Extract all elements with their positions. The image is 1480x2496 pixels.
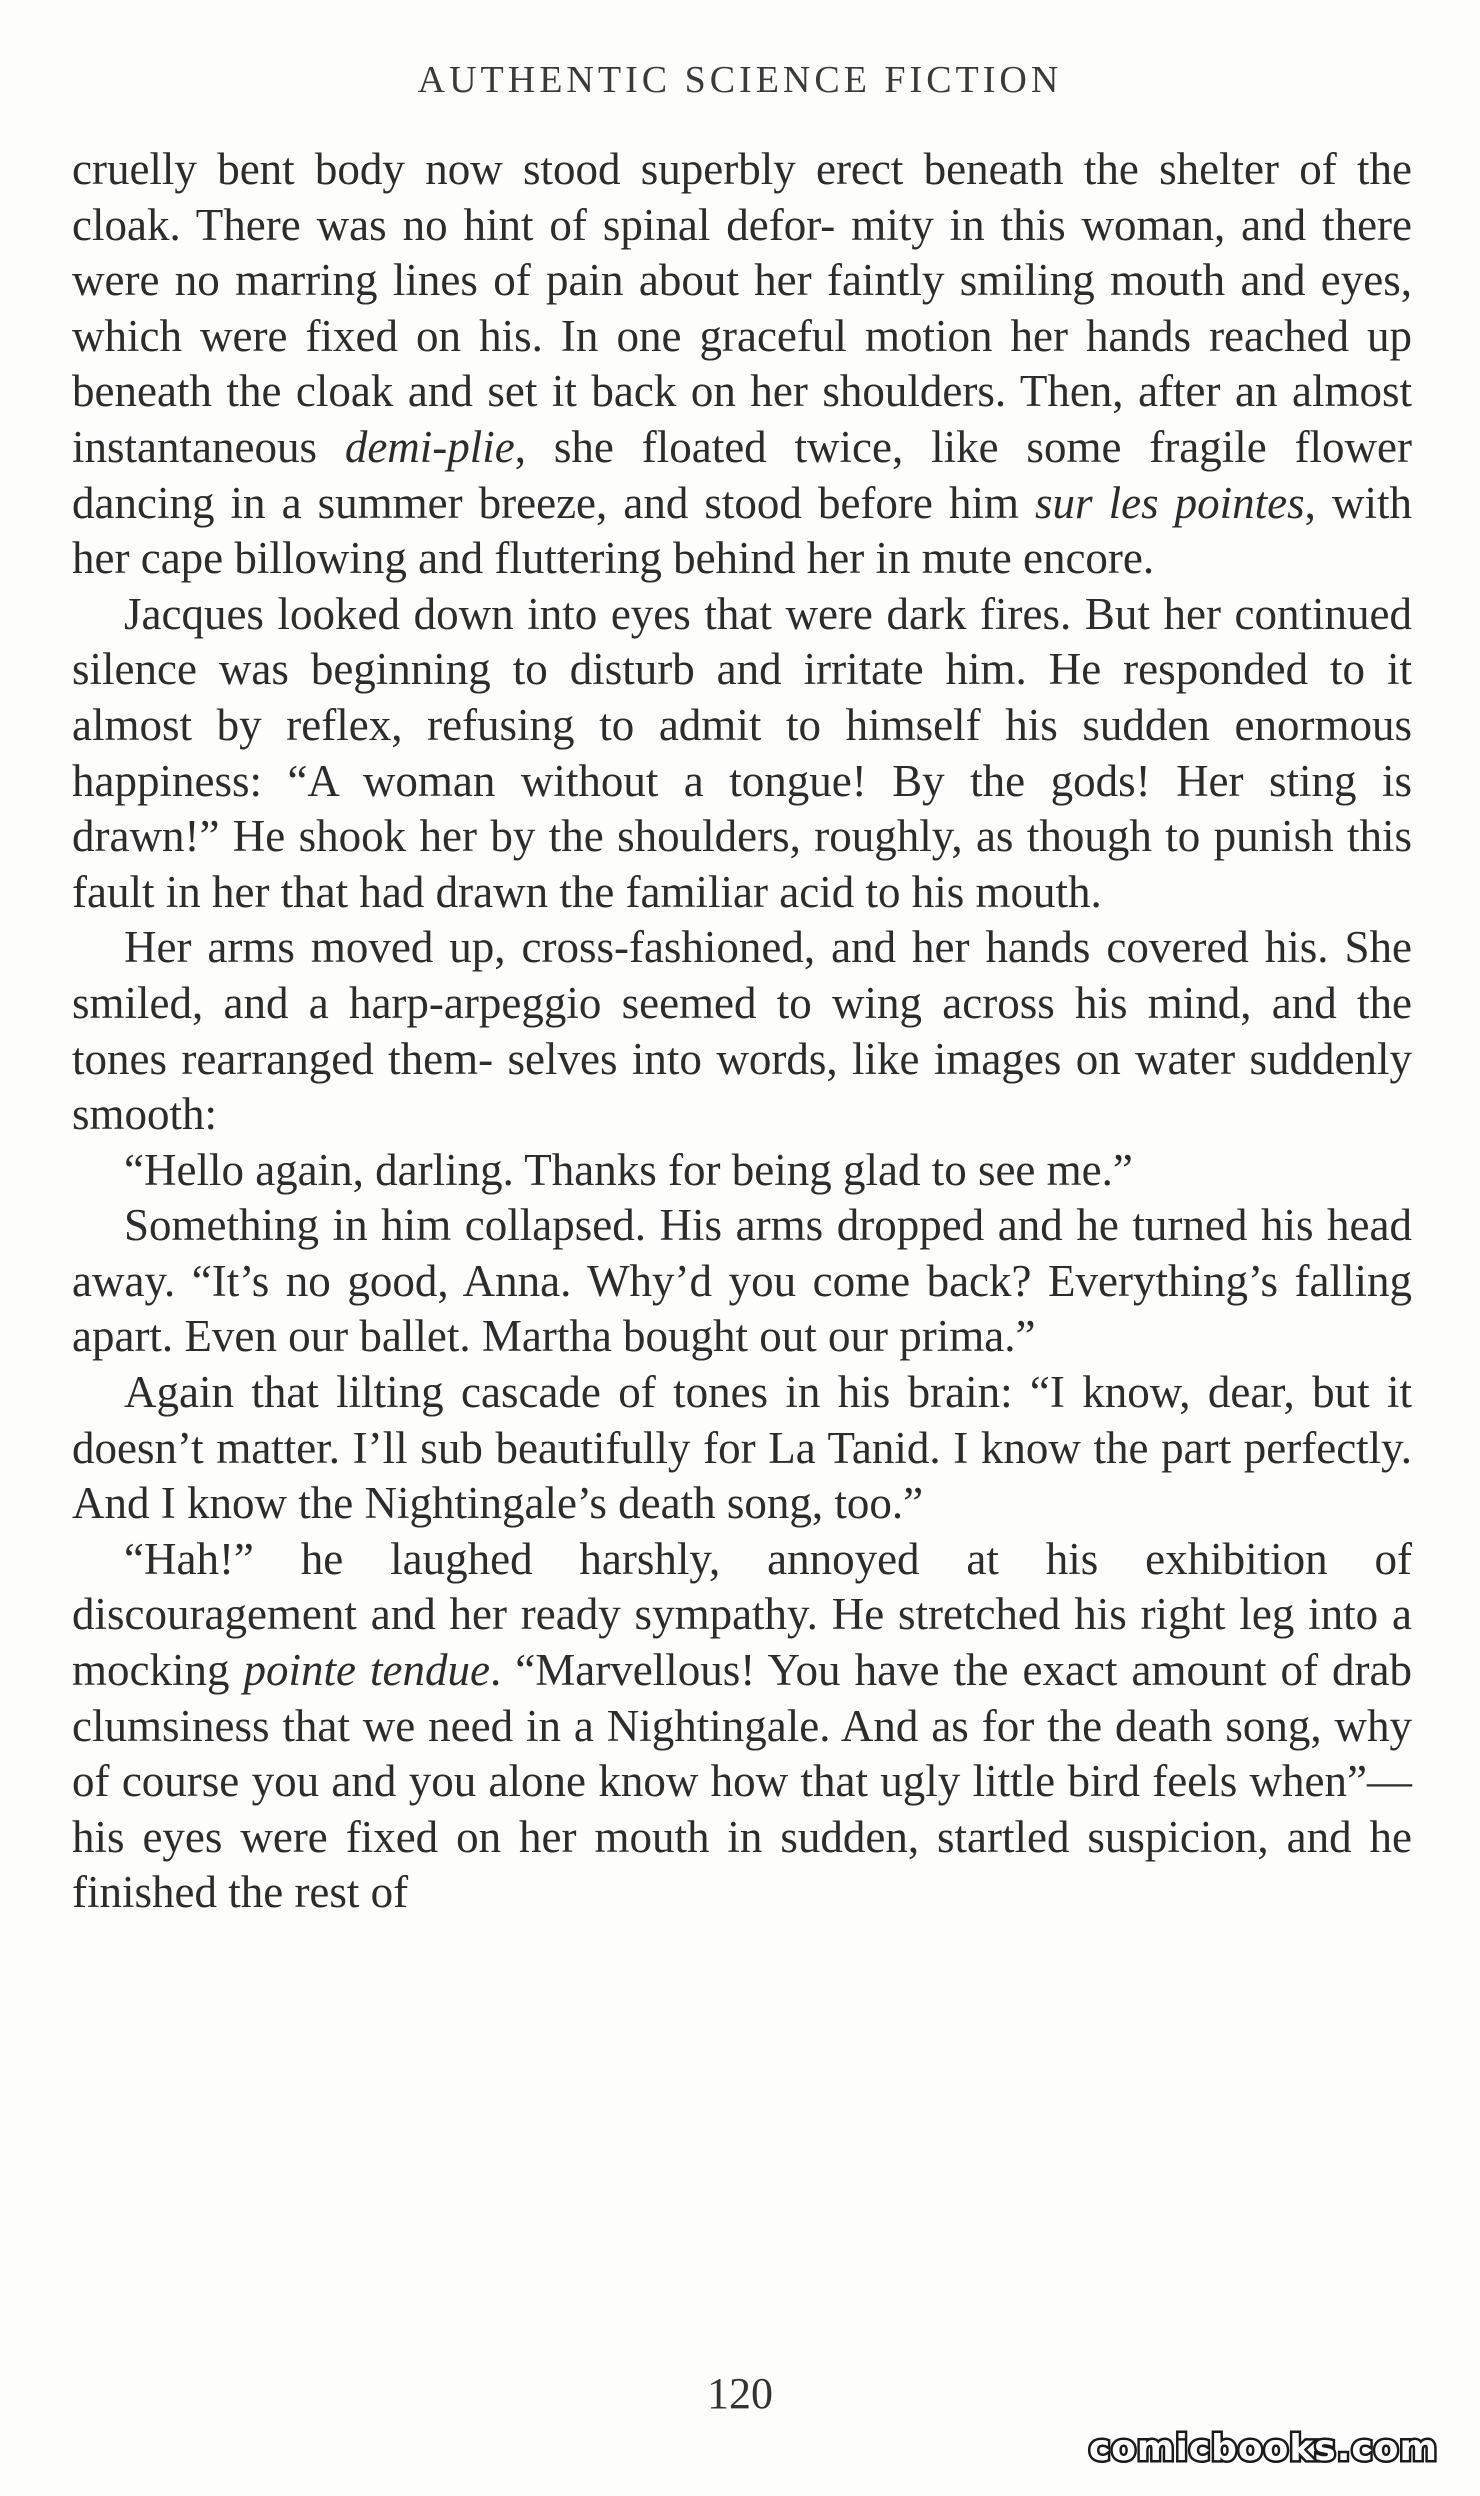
text-line: covered his. She smiled, and a harp-arpeggio seemed to xyxy=(72,922,1412,1028)
text-line: the Nightingale’s death song, too.” xyxy=(298,1478,924,1529)
text-line: me.” xyxy=(1046,1144,1133,1195)
text-line: bird feels when”—his eyes were fixed on her mouth in xyxy=(72,1756,1412,1862)
text-line: you come back? Everything’s falling apart. Even our xyxy=(72,1255,1412,1362)
text-line: You have the exact amount of drab clumsiness that we xyxy=(72,1645,1412,1751)
paragraph xyxy=(72,1365,1412,1532)
text-line: Jacques looked down into eyes that were dark fires. xyxy=(124,588,1085,639)
text-line: wing across his mind, and the tones rearranged them- xyxy=(72,977,1412,1084)
text-line: need in a Nightingale. And as for the death song, why xyxy=(428,1700,1412,1751)
text-line: roughly, as though to punish this fault in her that had xyxy=(72,811,1412,917)
text-line: selves into words, like images on water suddenly smooth: xyxy=(72,1033,1412,1140)
text-line: Something in him collapsed. His arms dropped and xyxy=(124,1200,1077,1251)
text-line: fixed on his. In one graceful motion her hands reached xyxy=(305,310,1368,361)
text-line: of course you and you alone know how that ugly little xyxy=(72,1756,1068,1807)
paragraph xyxy=(72,1143,1412,1199)
text-line: twice, like some fragile flower dancing in a summer xyxy=(72,421,1413,528)
watermark-logo xyxy=(948,2422,1448,2472)
text-line: happiness: “A woman without a tongue! By the gods! xyxy=(72,755,1177,806)
text-line: cape billowing and fluttering behind her in mute encore. xyxy=(140,533,1155,584)
text-line: know, dear, but it doesn’t matter. I’ll sub beautifully xyxy=(72,1367,1412,1473)
body-text xyxy=(72,142,1412,1921)
text-line: he turned his head away. “It’s no good, Anna. Why’d xyxy=(72,1200,1412,1306)
text-line: up beneath the cloak and set it back on her shoulders. xyxy=(72,310,1413,417)
text-line: of discouragement and her ready sympathy. He stretched xyxy=(72,1533,1412,1640)
text-line: his right leg into a mocking pointe tendue. “Marvellous! xyxy=(72,1589,1412,1696)
paragraph xyxy=(72,142,1412,587)
text-line: cruelly bent body now stood superbly erect beneath the xyxy=(72,144,1160,194)
text-line: ballet. Martha bought out our prima.” xyxy=(359,1311,1036,1362)
text-line: mity in this woman, and there were no marring lines of xyxy=(72,199,1413,306)
svg-text:comicbooks.com: comicbooks.com xyxy=(1088,2428,1438,2469)
text-line: Her arms moved up, cross-fashioned, and her hands xyxy=(124,922,1107,973)
text-line: shelter of the cloak. There was no hint of spinal defor- xyxy=(72,144,1412,250)
text-line: “Hah!” he laughed harshly, annoyed at his exhibition xyxy=(124,1533,1375,1584)
text-line: Again that lilting cascade of tones in his brain: “I xyxy=(124,1367,1083,1418)
text-line: But her continued silence was beginning to disturb and xyxy=(72,588,1412,695)
text-line: pain about her faintly smiling mouth and eyes, which were xyxy=(72,255,1412,361)
text-line: Her sting is drawn!” He shook her by the shoulders, xyxy=(72,755,1412,862)
paragraph xyxy=(72,1532,1412,1921)
text-line: “Hello again, darling. Thanks for being glad to see xyxy=(124,1144,1047,1195)
text-line: Then, after an almost instantaneous demi-plie, she floated xyxy=(72,366,1412,472)
paragraph xyxy=(72,587,1412,921)
page-number: 120 xyxy=(707,2369,773,2418)
paragraph xyxy=(72,920,1412,1142)
text-line: irritate him. He responded to it almost by reflex, xyxy=(72,644,1412,750)
paragraph xyxy=(72,1198,1412,1365)
running-head: AUTHENTIC SCIENCE FICTION xyxy=(417,59,1063,101)
text-line: breeze, and stood before him sur les pointes, with her xyxy=(72,477,1412,584)
text-line: sudden, startled suspicion, and he finished the rest of xyxy=(72,1811,1412,1918)
text-line: for La Tanid. I know the part perfectly. And I know xyxy=(72,1422,1412,1529)
text-line: refusing to admit to himself his sudden enormous xyxy=(427,699,1412,750)
text-line: drawn the familiar acid to his mouth. xyxy=(435,866,1102,917)
